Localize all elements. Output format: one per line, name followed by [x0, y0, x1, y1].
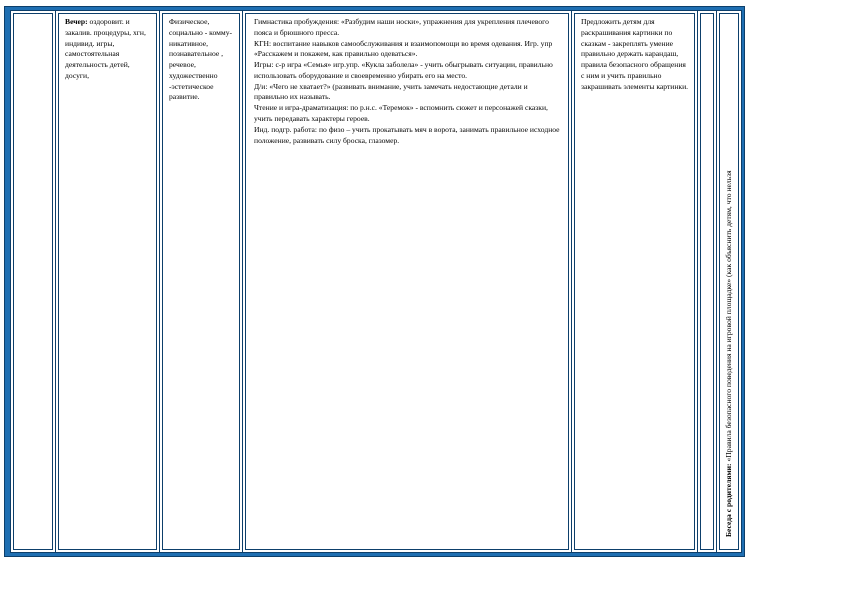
activity-games: Игры: с-р игра «Семья» игр.упр. «Кукла заболела» - учить обыгрывать ситуации, правильно использовать оборудование и своевременно убирать его на место.: [254, 60, 553, 80]
table-column-areas: [162, 13, 240, 550]
parents-text: «Правила безопасного поведения на игровой площадке» (как объяснить детям, что нельзя: [724, 170, 734, 464]
table-column-evening: [58, 13, 157, 550]
activity-didactic: Д/и: «Чего не хватает?» (развивать внимание, учить замечать недостающие детали и правильно их называть.: [254, 81, 528, 102]
activity-gymnastics: Гимнастика пробуждения: «Разбудим наши носки», упражнения для укрепления плечевого пояса и брюшного пресса.: [254, 17, 549, 37]
evening-text: оздоровит. и закалив. процедуры, хгн, индивид. игры, самостоятельная деятельность детей, досуги,: [65, 17, 146, 80]
activity-individual: Инд. подгр. работа: по физо – учить прокатывать мяч в ворота, занимать правильное исходное положение, развивать силу броска, глазомер.: [254, 124, 560, 145]
independent-activity-text: Предложить детям для раскрашивания картинки по сказкам - закреплять умение правильно держать карандаш, правила безопасного обращения с ним и учить правильно закрашивать элементы картинки.: [581, 17, 689, 91]
evening-cell: [59, 14, 156, 82]
activity-reading: Чтение и игра-драматизация: по р.н.с. «Теремок» - вспомнить сюжет и персонажей сказки, учить передавать характеры героев.: [254, 103, 548, 124]
table-column-6: [700, 13, 714, 550]
table-column-1: [13, 13, 53, 550]
parents-heading: Беседа с родителями:: [724, 463, 734, 538]
evening-heading: Вечер:: [65, 17, 88, 26]
activity-kgn: КГН: воспитание навыков самообслуживания и взаимопомощи во время одевания. Игр. упр «Расскажем и покажем, как правильно одеваться».: [254, 38, 553, 59]
table-frame: [4, 6, 745, 557]
table-column-activities: [245, 13, 569, 550]
parents-conversation-text: [725, 171, 733, 538]
table-column-parents: [719, 13, 739, 550]
column-1-text: [14, 14, 52, 17]
table-column-independent: [574, 13, 695, 550]
activities-cell: [246, 14, 568, 146]
column-6-text: [701, 14, 713, 17]
development-areas-text: Физическое, социально - комму-никативное, познавательное , речевое, художественно -эстетическое развитие.: [169, 17, 233, 102]
